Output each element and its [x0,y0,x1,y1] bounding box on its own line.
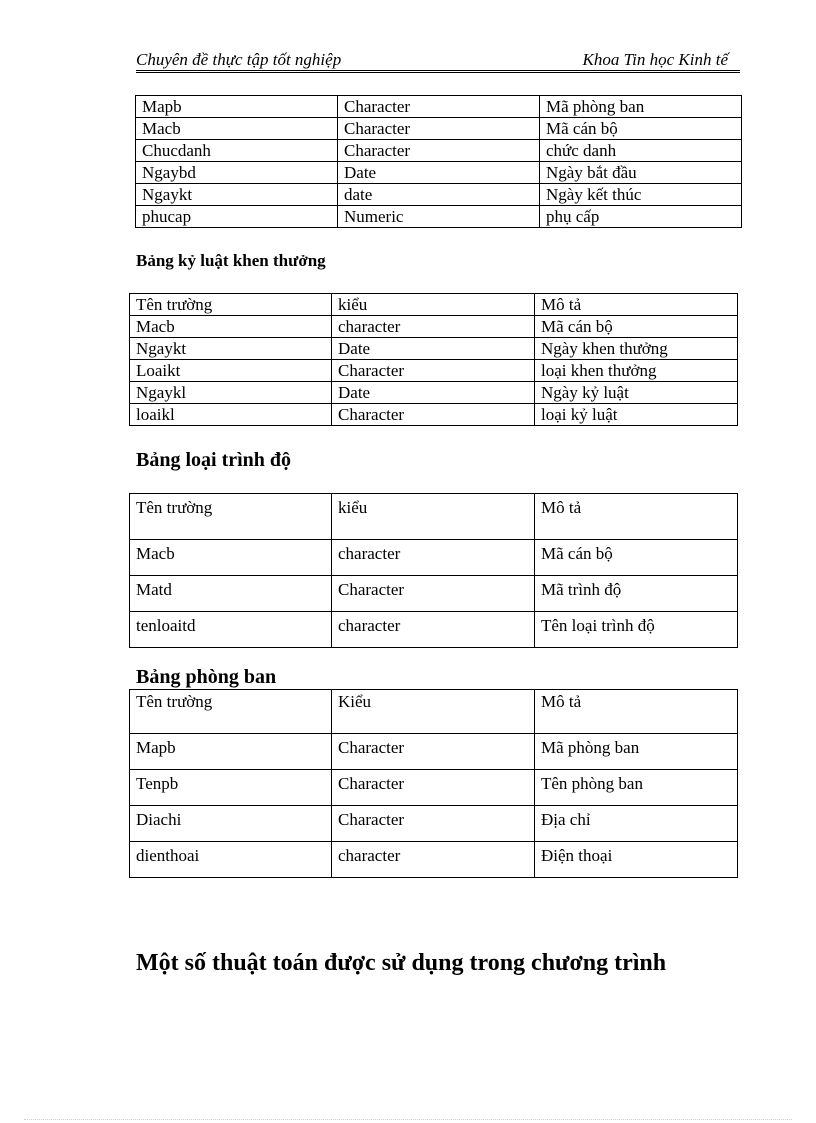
table-row [130,360,738,382]
table-cell: Character [332,576,535,612]
table-row [136,96,742,118]
table-cell: Character [332,404,535,426]
column-header: Mô tả [535,690,738,734]
table-cell: Numeric [338,206,540,228]
table-row [136,162,742,184]
table-cell: Ngày khen thưởng [535,338,738,360]
table-cell: Macb [130,540,332,576]
table-cell: Mã phòng ban [535,734,738,770]
table-cell: Ngày kết thúc [540,184,742,206]
table-cell: Macb [136,118,338,140]
table-cell: Mã trình độ [535,576,738,612]
table-cell: Mã phòng ban [540,96,742,118]
table-cell: phucap [136,206,338,228]
column-header: Kiểu [332,690,535,734]
table-cell: Ngaykl [130,382,332,404]
table2-title: Bảng kỷ luật khen thưởng [136,251,326,270]
table-header-row [130,690,738,734]
table-cell: Tên loại trình độ [535,612,738,648]
table-cell: Date [332,382,535,404]
fields-table-1 [135,95,742,228]
table-cell: Chucdanh [136,140,338,162]
table-cell: Character [332,734,535,770]
table-cell: Character [338,96,540,118]
table-cell: loại kỷ luật [535,404,738,426]
qualification-type-table [129,493,738,648]
table-row [130,612,738,648]
table-cell: Date [338,162,540,184]
table-header-row [130,294,738,316]
table-cell: date [338,184,540,206]
table-header-row [130,494,738,540]
table-row [130,842,738,878]
discipline-reward-table [129,293,738,426]
table-cell: Ngaykt [136,184,338,206]
column-header: kiểu [332,494,535,540]
table-cell: tenloaitd [130,612,332,648]
table-row [136,140,742,162]
table-cell: Character [332,770,535,806]
table-cell: Ngaykt [130,338,332,360]
table-cell: Matd [130,576,332,612]
table-cell: Macb [130,316,332,338]
table-cell: Tenpb [130,770,332,806]
table-cell: loaikl [130,404,332,426]
table-cell: chức danh [540,140,742,162]
table-cell: character [332,316,535,338]
column-header: kiểu [332,294,535,316]
table-cell: Ngaybd [136,162,338,184]
table-cell: Mã cán bộ [535,316,738,338]
table-row [130,770,738,806]
table-cell: Loaikt [130,360,332,382]
table-row [130,540,738,576]
table-cell: character [332,842,535,878]
department-table [129,689,738,878]
column-header: Tên trường [130,494,332,540]
column-header: Tên trường [130,294,332,316]
table-cell: Character [338,140,540,162]
table-cell: Điện thoại [535,842,738,878]
table-cell: Character [338,118,540,140]
table-row [130,382,738,404]
table-cell: Địa chỉ [535,806,738,842]
table-row [130,576,738,612]
table-row [130,806,738,842]
column-header: Mô tả [535,294,738,316]
table-cell: Mapb [130,734,332,770]
table-cell: Date [332,338,535,360]
table4-title: Bảng phòng ban [136,666,277,688]
table-cell: character [332,612,535,648]
table-row [130,338,738,360]
table-cell: Character [332,806,535,842]
table-cell: loại khen thưởng [535,360,738,382]
table-cell: phụ cấp [540,206,742,228]
column-header: Tên trường [130,690,332,734]
table-cell: Tên phòng ban [535,770,738,806]
table-cell: Character [332,360,535,382]
table-row [130,316,738,338]
table-row [136,184,742,206]
header-right-text: Khoa Tin học Kinh tế [582,50,728,69]
table-cell: character [332,540,535,576]
table-row [130,404,738,426]
column-header: Mô tả [535,494,738,540]
section-title: Một số thuật toán được sử dụng trong chương trình [136,950,667,976]
table-cell: dienthoai [130,842,332,878]
header-left-text: Chuyên đề thực tập tốt nghiệp [136,50,342,69]
table-cell: Ngày bắt đầu [540,162,742,184]
table3-title: Bảng loại trình độ [136,449,292,471]
table-cell: Mapb [136,96,338,118]
table-cell: Diachi [130,806,332,842]
table-cell: Ngày kỷ luật [535,382,738,404]
table-row [136,206,742,228]
table-row [136,118,742,140]
table-row [130,734,738,770]
table-cell: Mã cán bộ [540,118,742,140]
table-cell: Mã cán bộ [535,540,738,576]
page-bottom-divider [24,1119,792,1120]
page-header [136,48,740,73]
